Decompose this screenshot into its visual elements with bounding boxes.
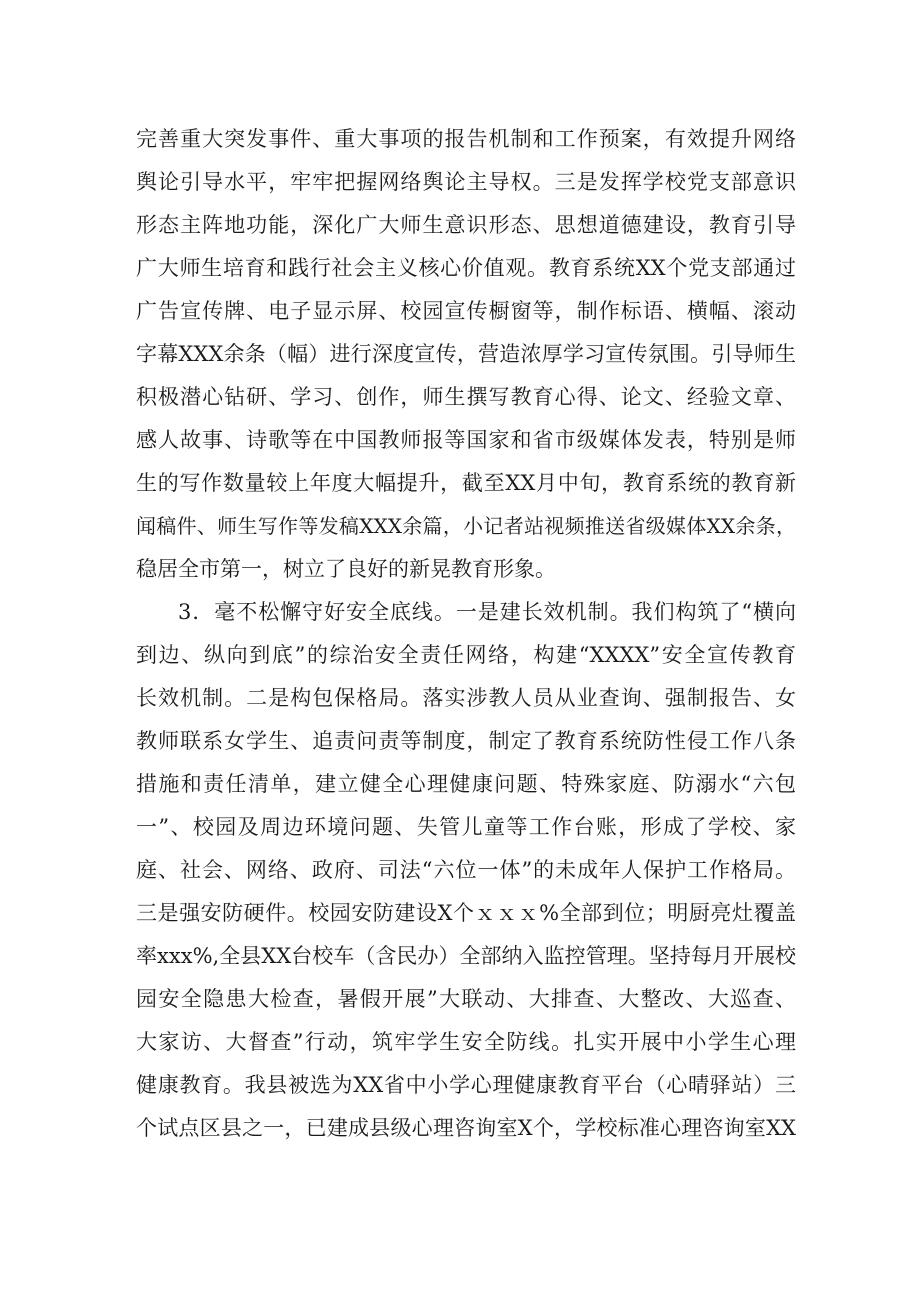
text-line: 闻稿件、师生写作等发稿XXX余篇，小记者站视频推送省级媒体XX余条， (136, 514, 796, 538)
text-line: 到边、纵向到底”的综治安全责任网络，构建“XXXX”安全宣传教育 (136, 643, 796, 667)
text-line: 庭、社会、网络、政府、司法“六位一体”的未成年人保护工作格局。 (136, 858, 796, 882)
text-line: 大家访、大督查”行动，筑牢学生安全防线。扎实开展中小学生心理 (136, 1030, 796, 1054)
text-line: 完善重大突发事件、重大事项的报告机制和工作预案，有效提升网络 (136, 127, 796, 151)
text-line: 教师联系女学生、追责问责等制度，制定了教育系统防性侵工作八条 (136, 729, 796, 753)
text-line: 率xxx%,全县XX台校车（含民办）全部纳入监控管理。坚持每月开展校 (136, 944, 796, 968)
text-line: 健康教育。我县被选为XX省中小学心理健康教育平台（心晴驿站）三 (136, 1073, 796, 1097)
text-line-paragraph-end: 稳居全市第一，树立了良好的新晃教育形象。 (136, 557, 556, 581)
text-line: 一”、校园及周边环境问题、失管儿童等工作台账，形成了学校、家 (136, 815, 796, 839)
text-line: 感人故事、诗歌等在中国教师报等国家和省市级媒体发表，特别是师 (136, 428, 796, 452)
text-line-paragraph-start: 3．毫不松懈守好安全底线。一是建长效机制。我们构筑了“横向 (178, 600, 796, 624)
text-line: 字幕XXX余条（幅）进行深度宣传，营造浓厚学习宣传氛围。引导师生 (136, 342, 796, 366)
text-line: 长效机制。二是构包保格局。落实涉教人员从业查询、强制报告、女 (136, 686, 796, 710)
text-line: 广告宣传牌、电子显示屏、校园宣传橱窗等，制作标语、横幅、滚动 (136, 299, 796, 323)
text-line: 舆论引导水平，牢牢把握网络舆论主导权。三是发挥学校党支部意识 (136, 170, 796, 194)
text-line: 形态主阵地功能，深化广大师生意识形态、思想道德建设，教育引导 (136, 213, 796, 237)
text-line: 积极潜心钻研、学习、创作，师生撰写教育心得、论文、经验文章、 (136, 385, 796, 409)
text-line: 园安全隐患大检查，暑假开展”大联动、大排查、大整改、大巡查、 (136, 987, 796, 1011)
text-line: 措施和责任清单，建立健全心理健康问题、特殊家庭、防溺水“六包 (136, 772, 796, 796)
text-line: 生的写作数量较上年度大幅提升，截至XX月中旬，教育系统的教育新 (136, 471, 796, 495)
text-line: 三是强安防硬件。校园安防建设X个ｘｘｘ%全部到位；明厨亮灶覆盖 (136, 901, 796, 925)
text-line: 个试点区县之一，已建成县级心理咨询室X个，学校标准心理咨询室XX (136, 1116, 796, 1140)
text-line: 广大师生培育和践行社会主义核心价值观。教育系统XX个党支部通过 (136, 256, 796, 280)
